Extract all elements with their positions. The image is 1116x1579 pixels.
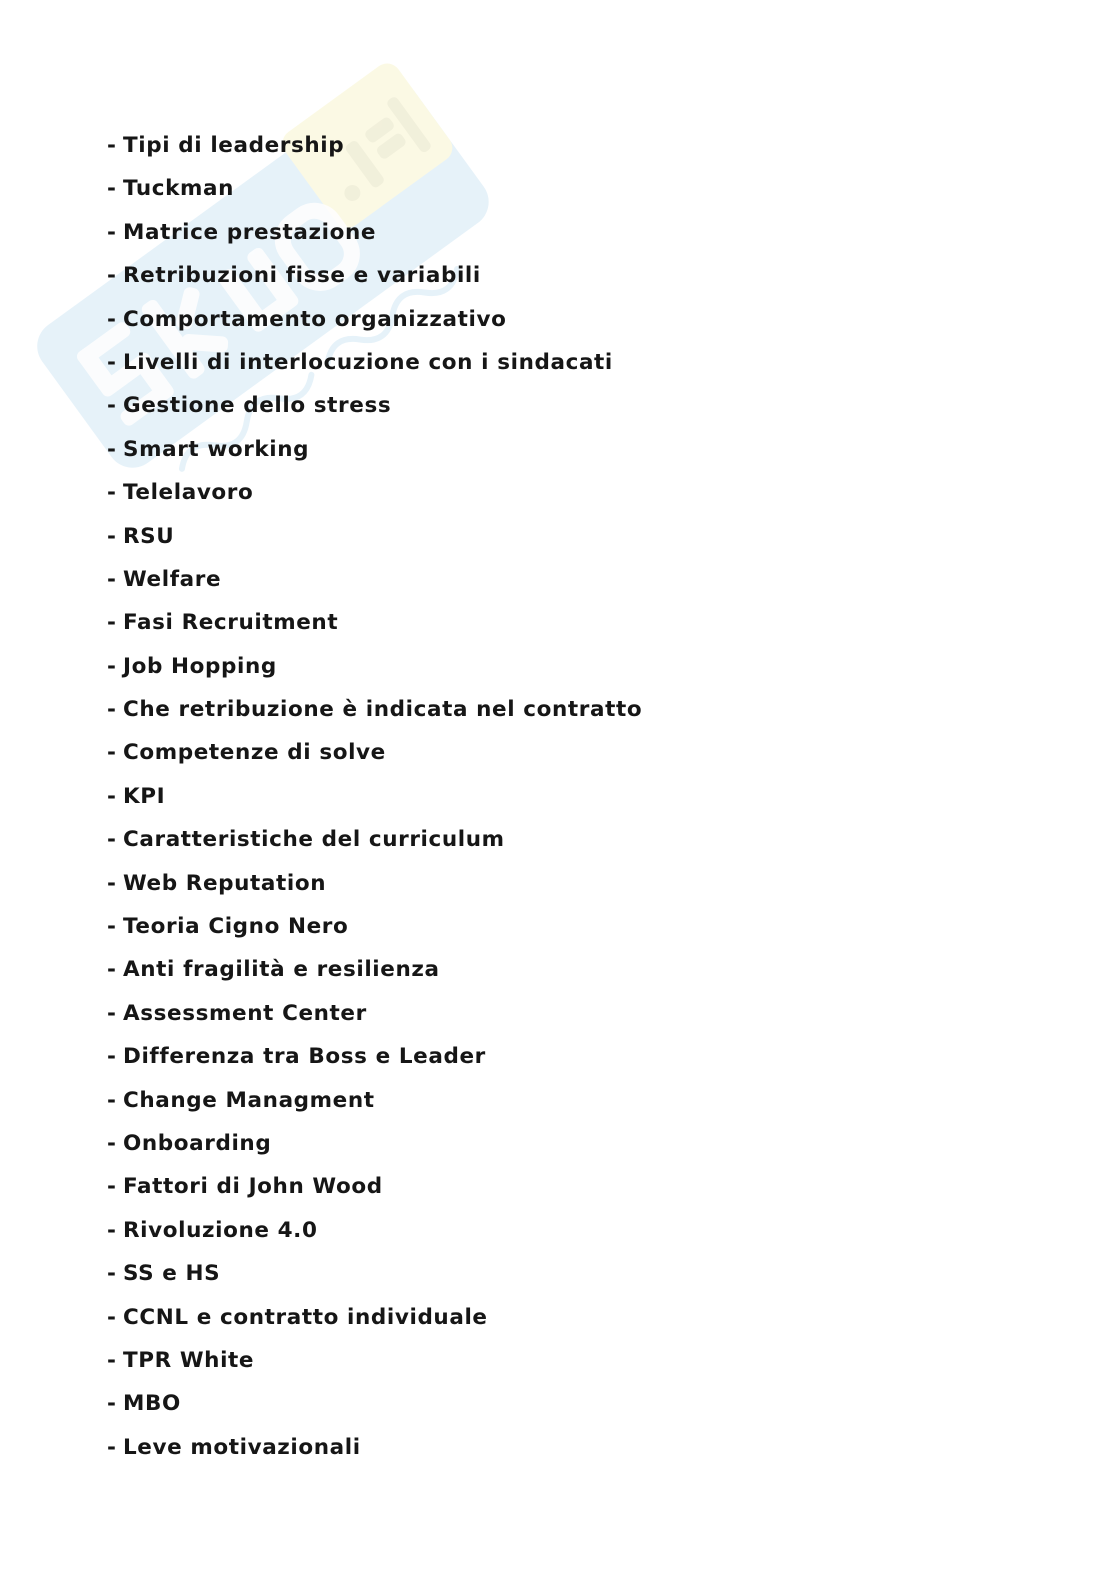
list-item-text: Smart working (123, 436, 310, 462)
list-marker: - (107, 957, 117, 983)
list-marker: - (107, 1217, 117, 1243)
list-item (107, 996, 642, 1039)
list-item-text: Fattori di John Wood (123, 1174, 383, 1200)
list-marker: - (107, 176, 117, 202)
list-item-text: Caratteristiche del curriculum (123, 827, 505, 853)
list-item-text: MBO (123, 1391, 181, 1417)
list-marker: - (107, 1130, 117, 1156)
list-item (107, 735, 642, 778)
list-item (107, 779, 642, 822)
list-item (107, 1256, 642, 1299)
list-marker: - (107, 1261, 117, 1287)
list-item-text: RSU (123, 523, 175, 549)
list-item-text: Competenze di solve (123, 740, 386, 766)
list-marker: - (107, 870, 117, 896)
list-item-text: KPI (123, 783, 166, 809)
list-item (107, 649, 642, 692)
list-item (107, 1343, 642, 1386)
list-marker: - (107, 1434, 117, 1460)
list-item-text: Tuckman (123, 176, 235, 202)
list-item (107, 1213, 642, 1256)
list-item-text: CCNL e contratto individuale (123, 1304, 488, 1330)
list-item (107, 432, 642, 475)
list-item (107, 1386, 642, 1429)
list-marker: - (107, 653, 117, 679)
list-item-text: Web Reputation (123, 870, 327, 896)
list-item-text: TPR White (123, 1347, 255, 1373)
list-item-text: Gestione dello stress (123, 393, 392, 419)
list-item-text: Differenza tra Boss e Leader (123, 1044, 486, 1070)
list-marker: - (107, 133, 117, 158)
list-item (107, 171, 642, 214)
list-marker: - (107, 566, 117, 592)
list-item (107, 909, 642, 952)
list-marker: - (107, 263, 117, 289)
list-item (107, 692, 642, 735)
list-marker: - (107, 1347, 117, 1373)
list-item-text: Fasi Recruitment (123, 610, 339, 636)
list-item (107, 952, 642, 995)
list-item-text: Anti fragilità e resilienza (123, 957, 440, 983)
list-marker: - (107, 393, 117, 419)
list-item (107, 1430, 642, 1473)
list-item-text: SS e HS (123, 1261, 221, 1287)
list-item-text: Matrice prestazione (123, 219, 377, 245)
list-item-text: Assessment Center (123, 1000, 367, 1026)
list-marker: - (107, 219, 117, 245)
list-marker: - (107, 349, 117, 375)
list-item (107, 562, 642, 605)
list-item-text: Tipi di leadership (123, 133, 345, 158)
list-item-text: Change Managment (123, 1087, 375, 1113)
list-item (107, 215, 642, 258)
list-marker: - (107, 1087, 117, 1113)
list-marker: - (107, 1391, 117, 1417)
list-marker: - (107, 1304, 117, 1330)
list-item (107, 1126, 642, 1169)
list-item (107, 475, 642, 518)
list-item (107, 1083, 642, 1126)
list-marker: - (107, 740, 117, 766)
list-marker: - (107, 1044, 117, 1070)
list-marker: - (107, 306, 117, 332)
list-marker: - (107, 436, 117, 462)
list-item (107, 1300, 642, 1343)
list-item (107, 128, 642, 171)
list-item-text: Livelli di interlocuzione con i sindacati (123, 349, 613, 375)
list-marker: - (107, 1174, 117, 1200)
list-item-text: Leve motivazionali (123, 1434, 361, 1460)
list-item (107, 605, 642, 648)
list-item (107, 258, 642, 301)
list-item-text: Retribuzioni fisse e variabili (123, 263, 481, 289)
list-marker: - (107, 1000, 117, 1026)
list-marker: - (107, 523, 117, 549)
list-item (107, 1039, 642, 1082)
list-item-text: Che retribuzione è indicata nel contratto (123, 697, 643, 723)
list-item-text: Telelavoro (123, 480, 254, 506)
list-marker: - (107, 914, 117, 940)
list-item (107, 866, 642, 909)
list-item-text: Job Hopping (123, 653, 277, 679)
list-item (107, 388, 642, 431)
list-item-text: Onboarding (123, 1130, 272, 1156)
list-marker: - (107, 783, 117, 809)
list-item (107, 519, 642, 562)
list-item (107, 345, 642, 388)
list-marker: - (107, 480, 117, 506)
list-marker: - (107, 827, 117, 853)
list-item-text: Teoria Cigno Nero (123, 914, 349, 940)
list-item (107, 302, 642, 345)
list-item (107, 822, 642, 865)
list-item-text: Comportamento organizzativo (123, 306, 507, 332)
list-marker: - (107, 697, 117, 723)
list-item (107, 1169, 642, 1212)
list-item-text: Rivoluzione 4.0 (123, 1217, 318, 1243)
list-marker: - (107, 610, 117, 636)
topic-list (107, 128, 642, 1473)
list-item-text: Welfare (123, 566, 222, 592)
